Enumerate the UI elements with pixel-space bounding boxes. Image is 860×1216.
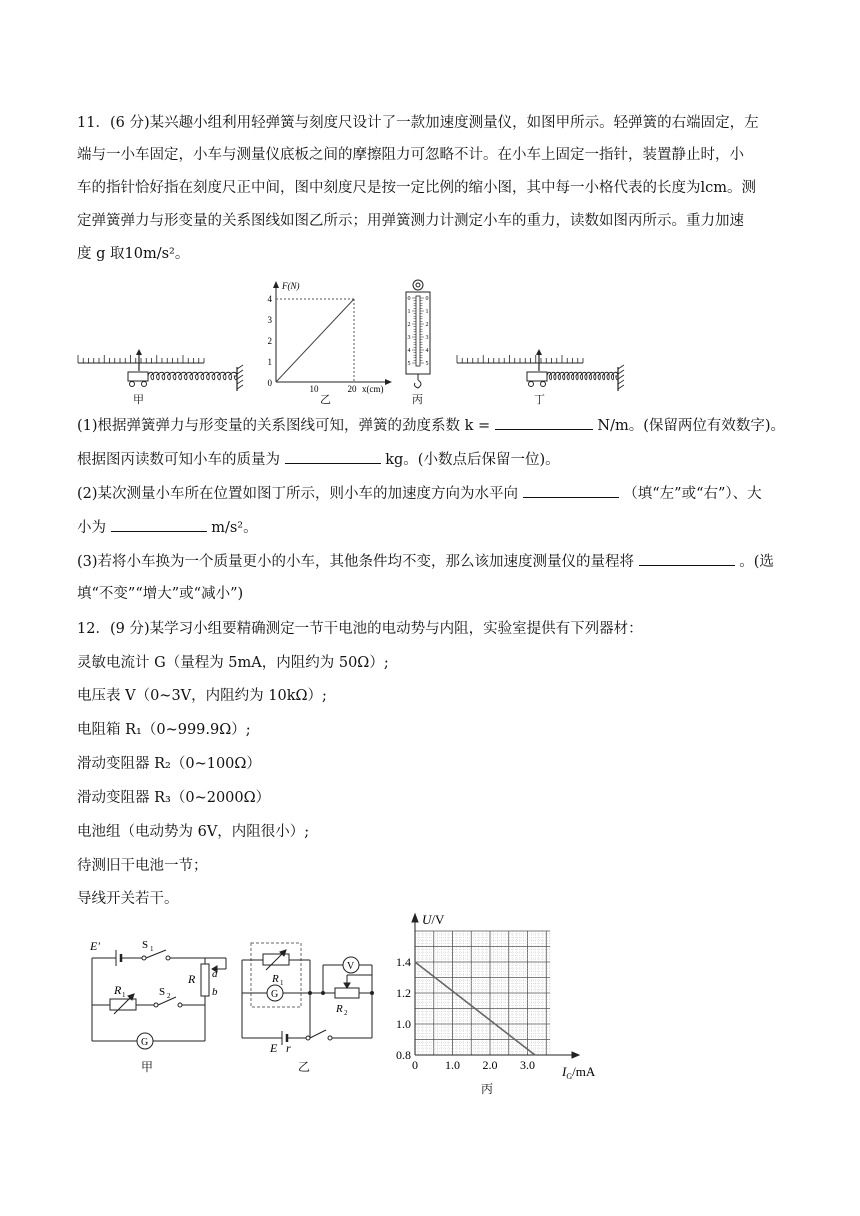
- q12-caption-jia: 甲: [141, 1060, 154, 1074]
- q11-part2-line1: [77, 483, 762, 504]
- scale-number: 2: [407, 322, 411, 328]
- yi-r2-label: R: [336, 1003, 343, 1015]
- q11-part2-text-d: m/s²。: [211, 520, 258, 536]
- scale-number: 3: [425, 335, 429, 341]
- graph-ytick: 1: [267, 357, 272, 367]
- q12-item: 电池组（电动势为 6V，内阻很小）;: [77, 824, 310, 840]
- q12-item: 电阻箱 R₁（0~999.9Ω）;: [77, 722, 251, 738]
- q11-part1-line2: [77, 449, 560, 470]
- q11-part3-line2: 填“不变”“增大”或“减小”): [77, 586, 244, 602]
- scale-number: 4: [425, 348, 429, 354]
- answer-blank-range[interactable]: [639, 551, 735, 566]
- q11-part3-line1: [77, 551, 774, 572]
- scale-number: 5: [407, 361, 411, 367]
- q11-part1-line1: [77, 415, 785, 436]
- scale-number: 0: [407, 296, 411, 302]
- jia-r-label: R: [188, 972, 196, 986]
- q11-line-5: 度 g 取10m/s²。: [77, 246, 190, 262]
- graph-ylabel: F(N): [282, 281, 300, 291]
- q12-circuit-yi: [236, 938, 381, 1053]
- scale-number: 3: [407, 335, 411, 341]
- q11-line-2: 端与一小车固定，小车与测量仪底板之间的摩擦阻力可忽略不计。在小车上固定一指针，装置静止时，小: [77, 147, 744, 163]
- q12-item: 电压表 V（0~3V，内阻约为 10kΩ）;: [77, 688, 327, 704]
- yi-v-label: V: [347, 961, 355, 972]
- chart-xtick: 0: [412, 1058, 418, 1072]
- q11-figure-jia: [76, 345, 246, 405]
- q12-item: 待测旧干电池一节；: [77, 858, 208, 874]
- answer-blank-k[interactable]: [495, 415, 593, 430]
- q12-item: 导线开关若干。: [77, 891, 179, 907]
- jia-s2-label: S: [159, 986, 166, 998]
- q12-item: 滑动变阻器 R₂（0~100Ω）: [77, 756, 261, 772]
- q11-caption-bing: 丙: [412, 393, 423, 406]
- q11-caption-jia: 甲: [133, 393, 144, 406]
- q12-caption-bing: 丙: [481, 1082, 494, 1096]
- graph-ytick: 0: [267, 378, 272, 388]
- yi-g-label: G: [271, 989, 279, 1000]
- scale-number: 0: [425, 296, 429, 302]
- scale-number: 1: [407, 309, 411, 315]
- graph-xlabel: x(cm): [362, 384, 384, 394]
- chart-ylabel: U/V: [422, 912, 445, 927]
- jia-s1-label: S: [142, 939, 149, 951]
- q12-caption-yi: 乙: [298, 1060, 311, 1074]
- scale-number: 2: [425, 322, 429, 328]
- answer-blank-direction[interactable]: [523, 483, 619, 498]
- chart-ytick: 1.0: [396, 1017, 411, 1031]
- jia-s1-sub: 1: [150, 945, 154, 953]
- q11-graph-yi: [258, 280, 398, 398]
- q11-part2-text-a: (2)某次测量小车所在位置如图丁所示，则小车的加速度方向为水平向: [77, 486, 519, 502]
- answer-blank-mass[interactable]: [285, 449, 381, 464]
- q11-part1-text-a: (1)根据弹簧弹力与形变量的关系图线可知，弹簧的劲度系数 k =: [77, 418, 491, 434]
- jia-e-label: E′: [90, 939, 100, 953]
- q11-caption-ding: 丁: [534, 393, 545, 406]
- q11-line-1: 11．(6 分)某兴趣小组利用轻弹簧与刻度尺设计了一款加速度测量仪，如图甲所示。轻弹簧的右端固定，左: [77, 115, 759, 131]
- jia-g-label: G: [141, 1037, 149, 1048]
- jia-b-label: b: [212, 986, 218, 998]
- q12-item: 滑动变阻器 R₃（0~2000Ω）: [77, 790, 271, 806]
- graph-xtick: 20: [347, 384, 357, 394]
- jia-r1-label: R: [114, 983, 122, 997]
- yi-r1-label: R: [272, 973, 279, 985]
- chart-ytick: 0.8: [396, 1048, 411, 1062]
- q11-part1-text-b: N/m。(保留两位有效数字)。: [597, 418, 786, 434]
- chart-xtick: 3.0: [520, 1058, 535, 1072]
- answer-blank-acceleration[interactable]: [111, 517, 207, 532]
- chart-xtick: 2.0: [482, 1058, 498, 1072]
- chart-ytick: 1.4: [396, 955, 411, 969]
- q12-title: 12．(9 分)某学习小组要精确测定一节干电池的电动势与内阻，实验室提供有下列器材：: [77, 621, 643, 637]
- yi-e-label: E: [270, 1041, 278, 1053]
- q11-line-4: 定弹簧弹力与形变量的关系图线如图乙所示；用弹簧测力计测定小车的重力，读数如图丙所示。重力加速: [77, 213, 744, 229]
- scale-number: 1: [425, 309, 429, 315]
- jia-s2-sub: 2: [167, 992, 171, 1000]
- yi-r1-sub: 1: [280, 979, 284, 987]
- graph-ytick: 3: [267, 315, 272, 325]
- scale-number: 4: [407, 348, 411, 354]
- q11-part1-text-d: kg。(小数点后保留一位)。: [385, 452, 560, 468]
- chart-xlabel: $I_G/mA$: [562, 1064, 596, 1081]
- q11-part2-text-b: （填“左”或“右”）、大: [623, 486, 762, 502]
- q11-part3-text-a: (3)若将小车换为一个质量更小的小车，其他条件均不变，那么该加速度测量仪的量程将: [77, 554, 635, 570]
- graph-ytick: 2: [267, 336, 272, 346]
- q11-caption-yi: 乙: [320, 393, 331, 406]
- q11-line-3: 车的指针恰好指在刻度尺正中间，图中刻度尺是按一定比例的缩小图，其中每一小格代表的长度为lcm。测: [77, 180, 757, 196]
- jia-a-label: a: [212, 968, 218, 980]
- chart-xtick: 1.0: [445, 1058, 460, 1072]
- jia-r1-sub: 1: [122, 991, 126, 999]
- q11-spring-scale-bing: [400, 278, 436, 390]
- q12-circuit-jia: [86, 932, 236, 1052]
- q12-chart-bing: [380, 910, 610, 1085]
- q11-part1-text-c: 根据图丙读数可知小车的质量为: [77, 452, 280, 468]
- q11-part2-text-c: 小为: [77, 520, 106, 536]
- q11-part3-text-b: 。(选: [739, 554, 774, 570]
- graph-xtick: 10: [309, 384, 319, 394]
- chart-ytick: 1.2: [396, 986, 411, 1000]
- q11-part2-line2: [77, 517, 258, 538]
- yi-r-label: r: [286, 1041, 291, 1053]
- scale-number: 5: [425, 361, 429, 367]
- graph-ytick: 4: [267, 294, 272, 304]
- yi-r2-sub: 2: [344, 1009, 348, 1017]
- q12-item: 灵敏电流计 G（量程为 5mA，内阻约为 50Ω）;: [77, 655, 389, 671]
